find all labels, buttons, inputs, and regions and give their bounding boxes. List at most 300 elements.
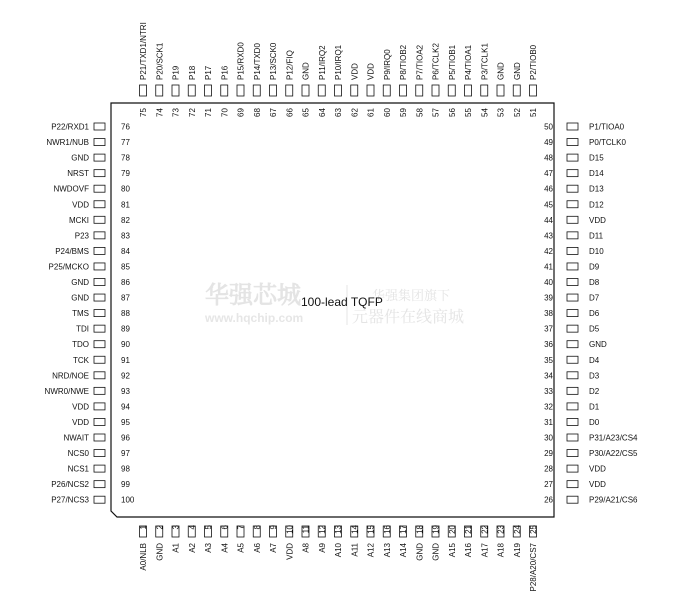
pin-number: 49: [544, 138, 553, 148]
pin-pad: [172, 85, 179, 96]
pin-pad: [567, 263, 578, 270]
pin-label: A17: [480, 543, 490, 558]
pin-number: 24: [512, 525, 522, 534]
pin-pad: [567, 465, 578, 472]
pin-label: D11: [589, 231, 604, 241]
pin-pad: [318, 85, 325, 96]
pin-pad: [221, 85, 228, 96]
pin-bottom: [172, 524, 181, 552]
pin-number: 37: [544, 324, 553, 334]
pin-number: 47: [544, 169, 553, 179]
pin-number: 92: [121, 371, 130, 381]
pin-right: [544, 278, 600, 287]
watermark-tagline-top: 华强集团旗下: [372, 289, 451, 304]
pin-right: [544, 262, 600, 271]
pin-number: 59: [399, 108, 408, 117]
pin-pad: [253, 85, 260, 96]
pin-number: 14: [350, 525, 360, 534]
pin-number: 52: [512, 108, 522, 117]
pin-pad: [94, 216, 105, 223]
pin-label: VDD: [589, 464, 606, 474]
pin-label: A16: [464, 543, 473, 558]
pin-number: 40: [544, 278, 553, 287]
pin-number: 60: [382, 108, 392, 117]
pin-number: 54: [480, 108, 490, 117]
pin-top: [237, 42, 246, 117]
pin-number: 83: [121, 231, 130, 241]
pin-pad: [94, 139, 105, 146]
pin-label: P22/RXD1: [51, 122, 89, 132]
pin-label: GND: [301, 62, 311, 80]
pin-label: D7: [589, 293, 600, 303]
pin-pad: [448, 85, 455, 96]
package-body: [111, 103, 554, 517]
pin-pad: [567, 418, 578, 425]
pin-number: 38: [544, 309, 553, 319]
pin-top: [350, 63, 359, 117]
pin-pad: [94, 201, 105, 208]
pin-right: [544, 185, 604, 194]
pin-label: P19: [171, 65, 181, 80]
pin-number: 50: [544, 122, 553, 132]
pin-top: [480, 43, 489, 117]
pin-pad: [94, 418, 105, 425]
pin-number: 6: [220, 525, 230, 530]
pin-number: 3: [171, 525, 181, 530]
pin-pad: [432, 85, 439, 96]
pin-bottom: [415, 524, 424, 560]
pin-label: P8/TIOB2: [399, 44, 408, 80]
pin-right: [544, 309, 600, 318]
watermark-brand: 华强芯城: [205, 281, 301, 309]
pin-number: 25: [529, 525, 538, 534]
pin-label: VDD: [350, 63, 360, 80]
pin-pad: [94, 310, 105, 317]
pin-label: A1: [171, 543, 181, 553]
pin-number: 46: [544, 184, 553, 194]
pin-label: A5: [236, 543, 246, 553]
pin-label: P29/A21/CS6: [589, 495, 638, 505]
pin-label: D10: [589, 246, 604, 256]
pin-number: 96: [121, 433, 130, 443]
pin-number: 62: [350, 108, 360, 117]
pin-right: [544, 387, 600, 396]
pin-label: GND: [415, 543, 425, 561]
pin-pad: [481, 85, 488, 96]
pin-label: NRD/NOE: [52, 371, 89, 381]
pin-left: [71, 278, 130, 287]
pin-right: [544, 216, 606, 225]
pin-number: 22: [480, 525, 490, 534]
pin-label: A7: [269, 543, 278, 553]
pin-number: 94: [121, 402, 130, 412]
pin-label: A8: [301, 543, 311, 553]
pin-label: VDD: [72, 402, 89, 412]
pin-bottom: [448, 524, 457, 557]
pin-number: 35: [544, 355, 553, 365]
pin-pad: [465, 85, 472, 96]
pin-label: A12: [366, 543, 376, 558]
pin-top: [383, 49, 392, 117]
pin-number: 63: [334, 108, 343, 117]
pin-label: P25/MCKO: [48, 262, 89, 272]
pin-right: [544, 371, 600, 380]
pin-label: D13: [589, 184, 604, 194]
pin-left: [52, 371, 130, 380]
pin-label: P21/TXD1/NTRI: [139, 22, 148, 80]
pin-pad: [94, 232, 105, 239]
pin-bottom: [139, 524, 148, 570]
pin-top: [513, 62, 522, 117]
pin-top: [399, 44, 408, 117]
pin-pad: [567, 341, 578, 348]
pin-number: 45: [544, 200, 553, 210]
pin-left: [76, 325, 130, 334]
pin-pad: [513, 85, 520, 96]
pin-label: D9: [589, 262, 600, 272]
pin-pad: [94, 294, 105, 301]
pin-top: [318, 45, 327, 117]
pin-number: 29: [544, 449, 553, 459]
pin-label: MCKI: [69, 215, 89, 225]
pin-pad: [94, 279, 105, 286]
pin-pad: [567, 294, 578, 301]
pin-top: [529, 44, 538, 117]
pin-number: 20: [447, 525, 457, 534]
pin-top: [497, 62, 506, 117]
pin-number: 85: [121, 262, 130, 272]
pin-label: D15: [589, 153, 604, 163]
pin-left: [72, 418, 130, 427]
pin-number: 13: [334, 525, 343, 534]
pin-left: [71, 294, 130, 303]
pin-number: 36: [544, 340, 553, 350]
pin-pad: [567, 216, 578, 223]
pin-left: [71, 154, 130, 163]
pin-number: 73: [171, 108, 181, 117]
pin-label: P27/NCS3: [51, 495, 89, 505]
pin-right: [544, 325, 600, 334]
pin-number: 1: [139, 525, 148, 530]
pin-label: TDI: [76, 324, 89, 334]
pin-number: 86: [121, 278, 130, 287]
pin-number: 8: [252, 525, 262, 530]
pin-number: 51: [529, 108, 538, 117]
pin-label: P24/BMS: [55, 246, 89, 256]
pin-pad: [567, 372, 578, 379]
pin-pad: [567, 139, 578, 146]
pin-left: [45, 387, 131, 396]
pin-label: P6/TCLK2: [431, 43, 441, 80]
pin-top: [172, 65, 181, 117]
pin-right: [544, 231, 604, 240]
pin-label: P9/IRQ0: [382, 49, 392, 80]
pin-pad: [94, 496, 105, 503]
pin-number: 90: [121, 340, 130, 350]
pin-pad: [140, 85, 147, 96]
pin-pad: [567, 310, 578, 317]
pin-label: A3: [204, 543, 213, 553]
pin-pad: [567, 481, 578, 488]
pin-left: [51, 480, 130, 489]
pin-pad: [188, 85, 195, 96]
pin-label: P11/IRQ2: [317, 45, 327, 80]
pin-number: 97: [121, 449, 130, 459]
pin-top: [155, 42, 164, 117]
pin-label: TMS: [72, 309, 89, 319]
pin-pad: [94, 154, 105, 161]
pin-number: 42: [544, 246, 553, 256]
pin-label: A2: [187, 543, 197, 553]
pin-pad: [351, 85, 358, 96]
pin-number: 87: [121, 293, 130, 303]
pins-right: [544, 123, 638, 505]
pin-number: 4: [187, 525, 197, 530]
pin-top: [367, 63, 376, 117]
pin-number: 15: [366, 525, 376, 534]
pin-label: A0/NLB: [139, 543, 148, 571]
pin-top: [253, 43, 262, 117]
pin-label: D12: [589, 200, 604, 210]
watermark-tagline-bottom: 元器件在线商城: [352, 307, 465, 326]
pin-number: 69: [236, 108, 246, 117]
pin-number: 88: [121, 309, 130, 319]
pin-label: P14/TXD0: [252, 43, 262, 80]
pin-pad: [383, 85, 390, 96]
pin-label: NWR1/NUB: [46, 138, 89, 148]
package-title: 100-lead TQFP: [301, 295, 383, 309]
pin-number: 44: [544, 215, 553, 225]
pin-label: GND: [155, 543, 165, 561]
pin-label: P18: [187, 65, 197, 80]
pin-right: [544, 294, 600, 303]
pin-pad: [286, 85, 293, 96]
pin-number: 34: [544, 371, 553, 381]
pin-bottom: [367, 524, 376, 557]
pin-pad: [567, 185, 578, 192]
pin-pad: [335, 85, 342, 96]
pin-number: 19: [431, 525, 441, 534]
pin-label: A18: [496, 543, 506, 558]
pin-right: [544, 356, 600, 365]
pin-label: VDD: [72, 200, 89, 210]
pin-label: TDO: [72, 340, 89, 350]
pin-pad: [94, 356, 105, 363]
pin-left: [46, 138, 130, 147]
pin-label: P20/SCK1: [155, 42, 165, 80]
pin-pad: [94, 434, 105, 441]
pin-label: VDD: [589, 215, 606, 225]
pin-number: 100: [121, 495, 135, 505]
pin-pad: [94, 123, 105, 130]
pin-pad: [94, 263, 105, 270]
pin-right: [544, 169, 604, 178]
pin-pad: [270, 85, 277, 96]
pin-label: P3/TCLK1: [480, 43, 490, 80]
pin-bottom: [350, 524, 359, 556]
pin-left: [72, 402, 130, 411]
pin-right: [544, 402, 600, 411]
pin-number: 2: [155, 525, 165, 530]
pin-number: 21: [464, 525, 473, 534]
pin-number: 31: [544, 417, 553, 427]
pin-right: [544, 465, 606, 474]
pin-number: 39: [544, 293, 553, 303]
pin-label: A15: [447, 543, 457, 558]
pin-label: P16: [220, 65, 230, 80]
pin-label: VDD: [589, 480, 606, 490]
pin-number: 53: [496, 108, 506, 117]
pin-right: [544, 154, 604, 163]
pin-label: P30/A22/CS5: [589, 449, 638, 459]
pin-number: 68: [252, 108, 262, 117]
pin-label: A10: [334, 543, 343, 558]
pin-pad: [94, 341, 105, 348]
pin-label: P28/A20/CS7: [529, 543, 538, 592]
pin-label: A19: [512, 543, 522, 558]
pin-label: GND: [71, 293, 89, 303]
pin-right: [544, 123, 625, 132]
pin-number: 10: [285, 525, 295, 534]
pin-number: 30: [544, 433, 553, 443]
pin-top: [302, 62, 311, 117]
pin-label: GND: [431, 543, 441, 561]
pin-label: D1: [589, 402, 600, 412]
pin-right: [544, 247, 604, 256]
pin-label: VDD: [72, 417, 89, 427]
pin-bottom: [285, 524, 294, 559]
pin-left: [51, 123, 130, 132]
pin-label: D4: [589, 355, 600, 365]
pin-label: P1/TIOA0: [589, 122, 625, 132]
pin-pad: [156, 85, 163, 96]
pin-top: [285, 50, 294, 117]
pin-bottom: [334, 524, 343, 557]
pin-left: [75, 231, 131, 240]
pin-number: 9: [269, 525, 278, 530]
pin-number: 82: [121, 215, 130, 225]
pin-bottom: [513, 524, 522, 557]
pin-label: D6: [589, 309, 600, 319]
pin-number: 80: [121, 184, 130, 194]
pin-label: GND: [71, 278, 89, 287]
pin-pad: [400, 85, 407, 96]
pin-pad: [567, 325, 578, 332]
pin-number: 17: [399, 525, 408, 534]
pin-number: 84: [121, 246, 130, 256]
pin-number: 99: [121, 480, 130, 490]
pin-pad: [567, 356, 578, 363]
pin-number: 61: [366, 108, 376, 117]
pin-pad: [94, 387, 105, 394]
pin-label: D3: [589, 371, 600, 381]
pin-number: 28: [544, 464, 553, 474]
pin-bottom: [237, 524, 246, 552]
pin-bottom: [220, 524, 229, 552]
pin-pad: [567, 201, 578, 208]
pin-label: D0: [589, 417, 600, 427]
pin-label: NCS0: [67, 449, 89, 459]
pin-top: [334, 44, 343, 117]
pin-pad: [302, 85, 309, 96]
pin-label: A13: [382, 543, 392, 558]
pin-left: [53, 185, 130, 194]
pin-pad: [94, 450, 105, 457]
pin-pad: [416, 85, 423, 96]
pin-pad: [205, 85, 212, 96]
pin-number: 32: [544, 402, 553, 412]
pin-label: D5: [589, 324, 600, 334]
pin-pad: [567, 232, 578, 239]
pin-label: P7/TIOA2: [415, 44, 425, 80]
pin-bottom: [432, 524, 441, 560]
pin-number: 66: [285, 108, 295, 117]
pin-label: D2: [589, 386, 600, 396]
pin-label: P10/IRQ1: [334, 44, 343, 80]
pin-bottom: [269, 524, 278, 552]
pin-number: 81: [121, 200, 130, 210]
pin-number: 33: [544, 386, 553, 396]
pin-left: [68, 465, 131, 474]
pin-number: 23: [496, 525, 506, 534]
pin-number: 7: [236, 525, 246, 530]
pin-left: [69, 216, 130, 225]
pin-pad: [94, 247, 105, 254]
pin-number: 43: [544, 231, 553, 241]
pin-label: A4: [220, 543, 230, 553]
pin-pad: [94, 170, 105, 177]
pin-pad: [94, 372, 105, 379]
pin-right: [544, 200, 604, 209]
pin-number: 77: [121, 138, 130, 148]
pin-number: 75: [139, 108, 148, 117]
pin-pad: [367, 85, 374, 96]
watermark-url: www.hqchip.com: [205, 311, 304, 325]
pin-label: P17: [204, 65, 213, 80]
pin-label: D8: [589, 278, 600, 287]
pin-number: 58: [415, 108, 425, 117]
pin-pad: [94, 481, 105, 488]
pin-label: A14: [399, 543, 408, 558]
pin-bottom: [302, 524, 311, 552]
pin-bottom: [480, 524, 489, 557]
pin-bottom: [529, 524, 538, 591]
pin-label: D14: [589, 169, 604, 179]
pin-right: [544, 434, 638, 443]
pin-bottom: [383, 524, 392, 557]
pin-top: [188, 65, 197, 117]
pin-number: 12: [317, 525, 327, 534]
pin-number: 95: [121, 417, 130, 427]
pin-pad: [94, 185, 105, 192]
pins-left: [45, 123, 135, 505]
pin-number: 27: [544, 480, 553, 490]
pin-label: P23: [74, 231, 89, 241]
pin-number: 76: [121, 122, 130, 132]
pin-number: 72: [187, 108, 197, 117]
pin-bottom: [188, 524, 197, 552]
pin-pad: [567, 434, 578, 441]
pin-label: GND: [512, 62, 522, 80]
pins-bottom: [139, 524, 538, 591]
pin-bottom: [318, 524, 327, 552]
pin-label: P15/RXD0: [236, 42, 246, 80]
pin-number: 89: [121, 324, 130, 334]
pin-label: P26/NCS2: [51, 480, 89, 490]
pin-label: GND: [589, 340, 607, 350]
pin-number: 98: [121, 464, 130, 474]
pin-top: [269, 42, 278, 117]
